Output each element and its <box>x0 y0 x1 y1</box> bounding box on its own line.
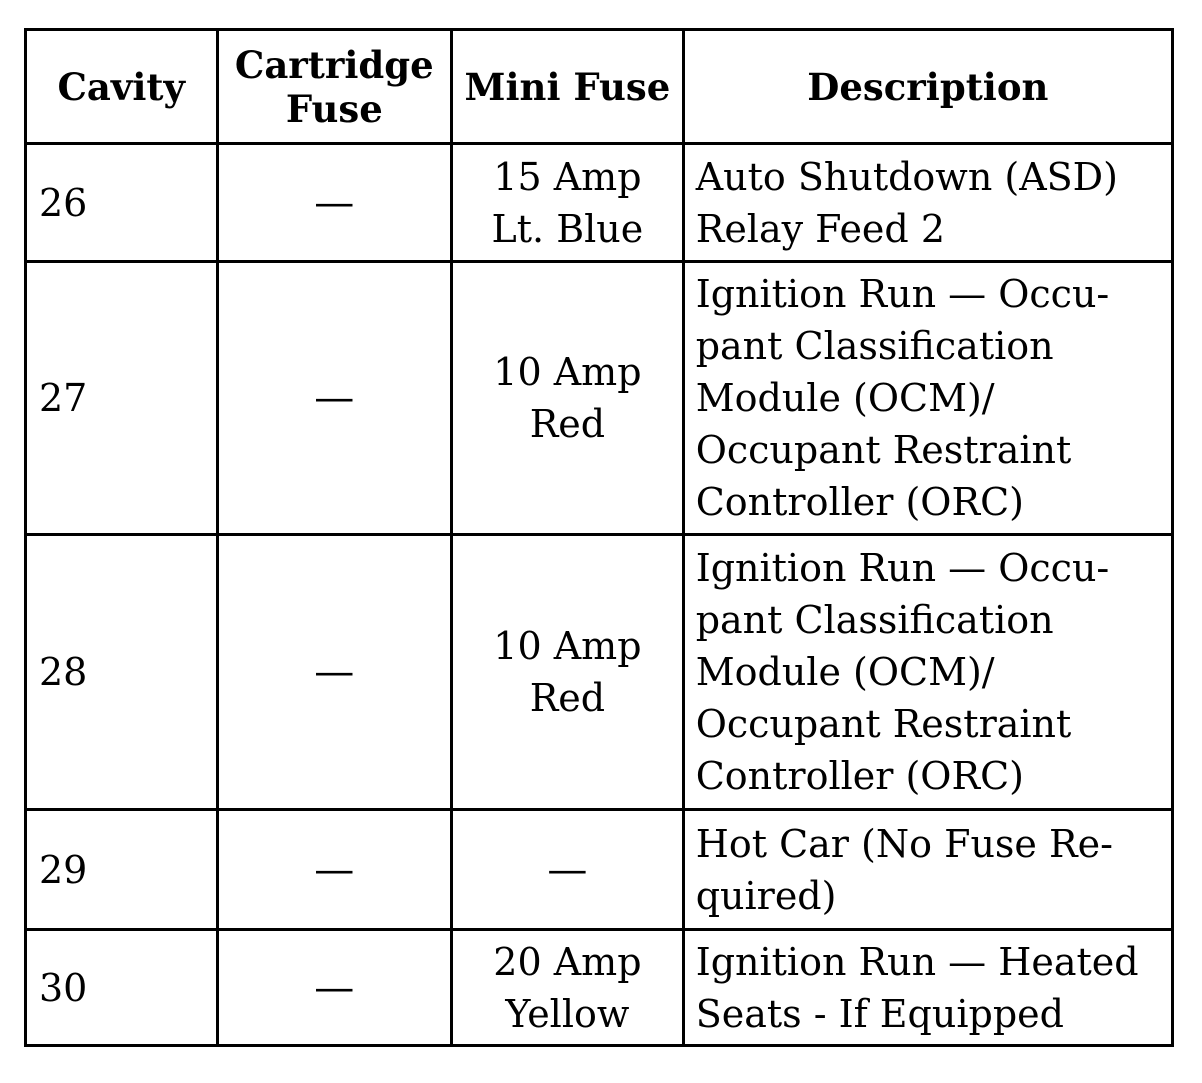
mini-fuse-color: Red <box>529 402 606 446</box>
header-cavity: Cavity <box>26 30 218 144</box>
mini-fuse-cell <box>452 810 684 930</box>
description-line: Controller (ORC) <box>695 480 1024 524</box>
header-cartridge-line2: Fuse <box>285 86 383 131</box>
header-cartridge-fuse <box>217 30 452 144</box>
table-row <box>26 810 1173 930</box>
description-line: Seats - If Equipped <box>695 991 1064 1036</box>
description-line: Occupant Restraint <box>695 428 1072 472</box>
cartridge-value: — <box>314 846 355 893</box>
description-line: Controller (ORC) <box>695 754 1024 798</box>
table-row <box>26 144 1173 262</box>
cartridge-cell <box>217 144 452 262</box>
mini-fuse-rating: 10 Amp <box>493 624 642 668</box>
description-line: Occupant Restraint <box>695 702 1072 746</box>
description-cell <box>683 810 1172 930</box>
description-line: Ignition Run — Occu- <box>695 546 1110 590</box>
header-cartridge-line1: Cartridge <box>234 42 434 87</box>
description-cell <box>683 144 1172 262</box>
header-row <box>26 30 1173 144</box>
mini-fuse-rating: — <box>547 846 588 893</box>
mini-fuse-cell <box>452 144 684 262</box>
mini-fuse-cell <box>452 262 684 535</box>
cartridge-value: — <box>314 964 355 1011</box>
header-mini-fuse: Mini Fuse <box>452 30 684 144</box>
header-description: Description <box>683 30 1172 144</box>
description-line: Module (OCM)/ <box>695 376 995 420</box>
cartridge-value: — <box>314 375 355 421</box>
cartridge-value: — <box>314 649 355 695</box>
description-line: Ignition Run — Occu- <box>695 272 1110 316</box>
mini-fuse-cell <box>452 535 684 810</box>
mini-fuse-color: Red <box>529 676 606 720</box>
table-row <box>26 930 1173 1046</box>
cartridge-cell <box>217 810 452 930</box>
description-cell <box>683 535 1172 810</box>
mini-fuse-color: Yellow <box>505 991 630 1036</box>
mini-fuse-color: Lt. Blue <box>491 206 644 251</box>
mini-fuse-rating: 15 Amp <box>493 154 642 199</box>
mini-fuse-rating: 10 Amp <box>493 350 642 394</box>
cavity-cell: 28 <box>26 535 218 810</box>
cavity-cell: 26 <box>26 144 218 262</box>
description-cell <box>683 262 1172 535</box>
description-cell <box>683 930 1172 1046</box>
description-line: quired) <box>695 873 837 918</box>
cavity-cell: 30 <box>26 930 218 1046</box>
cartridge-cell <box>217 930 452 1046</box>
cartridge-cell <box>217 535 452 810</box>
mini-fuse-cell <box>452 930 684 1046</box>
description-line: Module (OCM)/ <box>695 650 995 694</box>
table-row <box>26 262 1173 535</box>
description-line: Auto Shutdown (ASD) <box>695 154 1118 199</box>
table-row <box>26 535 1173 810</box>
description-line: Hot Car (No Fuse Re- <box>695 821 1113 866</box>
fuse-table <box>24 28 1174 1047</box>
cartridge-value: — <box>314 179 355 226</box>
description-line: pant Classification <box>695 324 1054 368</box>
cavity-cell: 27 <box>26 262 218 535</box>
description-line: pant Classification <box>695 598 1054 642</box>
description-line: Ignition Run — Heated <box>695 939 1139 984</box>
mini-fuse-rating: 20 Amp <box>493 939 642 984</box>
cartridge-cell <box>217 262 452 535</box>
cavity-cell: 29 <box>26 810 218 930</box>
description-line: Relay Feed 2 <box>695 206 946 251</box>
